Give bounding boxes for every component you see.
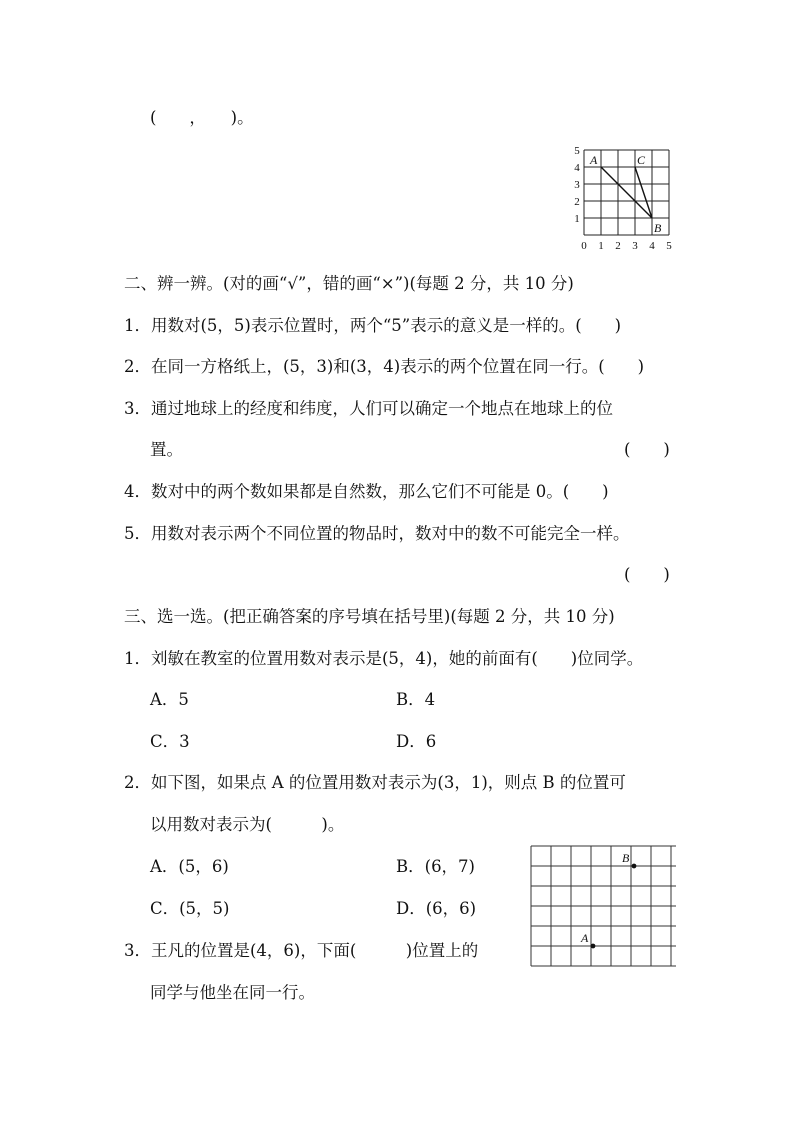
x-label: 5 [666,240,672,252]
section-3-question-3-cont: 同学与他坐在同一行。 [150,983,315,1002]
x-label: 2 [615,240,621,252]
y-label: 3 [574,179,580,191]
section-3-heading: 三、选一选。(把正确答案的序号填在括号里)(每题 2 分，共 10 分) [124,607,615,626]
x-label: 0 [581,240,587,252]
section-2-question-3-cont: 置。 [150,440,183,459]
section-3-question-1: 1．刘敏在教室的位置用数对表示是(5，4)，她的前面有( )位同学。 [124,649,644,668]
x-label: 4 [649,240,655,252]
section-2-question-4: 4．数对中的两个数如果都是自然数，那么它们不可能是 0。( ) [124,482,609,501]
grid-figure-1 [566,142,678,254]
answer-paren: ( ) [624,440,670,459]
option-a: A．(5，6) [150,857,229,876]
option-d: D．(6，6) [396,899,477,918]
point-c-label: C [637,153,646,167]
point-a-label: A [590,153,598,167]
option-a: A．5 [150,690,189,709]
answer-paren: ( ) [624,565,670,584]
point-b-label: B [654,221,662,235]
option-d: D．6 [396,732,437,751]
section-2-question-1: 1．用数对(5，5)表示位置时，两个“5”表示的意义是一样的。( ) [124,316,622,335]
section-3-question-2: 2．如下图，如果点 A 的位置用数对表示为(3，1)，则点 B 的位置可 [124,773,626,792]
point-b-label: B [622,851,630,865]
point-a-marker [591,944,596,949]
section-2-question-5: 5．用数对表示两个不同位置的物品时，数对中的数不可能完全一样。 [124,524,630,543]
option-b: B．(6，7) [396,857,475,876]
option-c: C．(5，5) [150,899,230,918]
answer-blank: ( ， )。 [150,108,254,127]
y-label: 1 [574,213,580,225]
section-2-question-2: 2．在同一方格纸上，(5，3)和(3，4)表示的两个位置在同一行。( ) [124,357,645,376]
x-label: 1 [598,240,604,252]
point-a-label: A [581,931,589,945]
section-2-heading: 二、辨一辨。(对的画“√”，错的画“×”)(每题 2 分，共 10 分) [124,274,574,293]
option-b: B．4 [396,690,436,709]
x-label: 3 [632,240,638,252]
grid-figure-2 [530,845,680,969]
point-b-marker [632,864,637,869]
y-label: 2 [574,196,580,208]
section-3-question-2-cont: 以用数对表示为( )。 [150,815,345,834]
y-label: 5 [574,145,580,157]
segment-ab [601,167,652,218]
section-2-question-3: 3．通过地球上的经度和纬度，人们可以确定一个地点在地球上的位 [124,399,613,418]
option-c: C．3 [150,732,190,751]
section-3-question-3: 3．王凡的位置是(4，6)，下面( )位置上的 [124,941,479,960]
y-label: 4 [574,162,580,174]
